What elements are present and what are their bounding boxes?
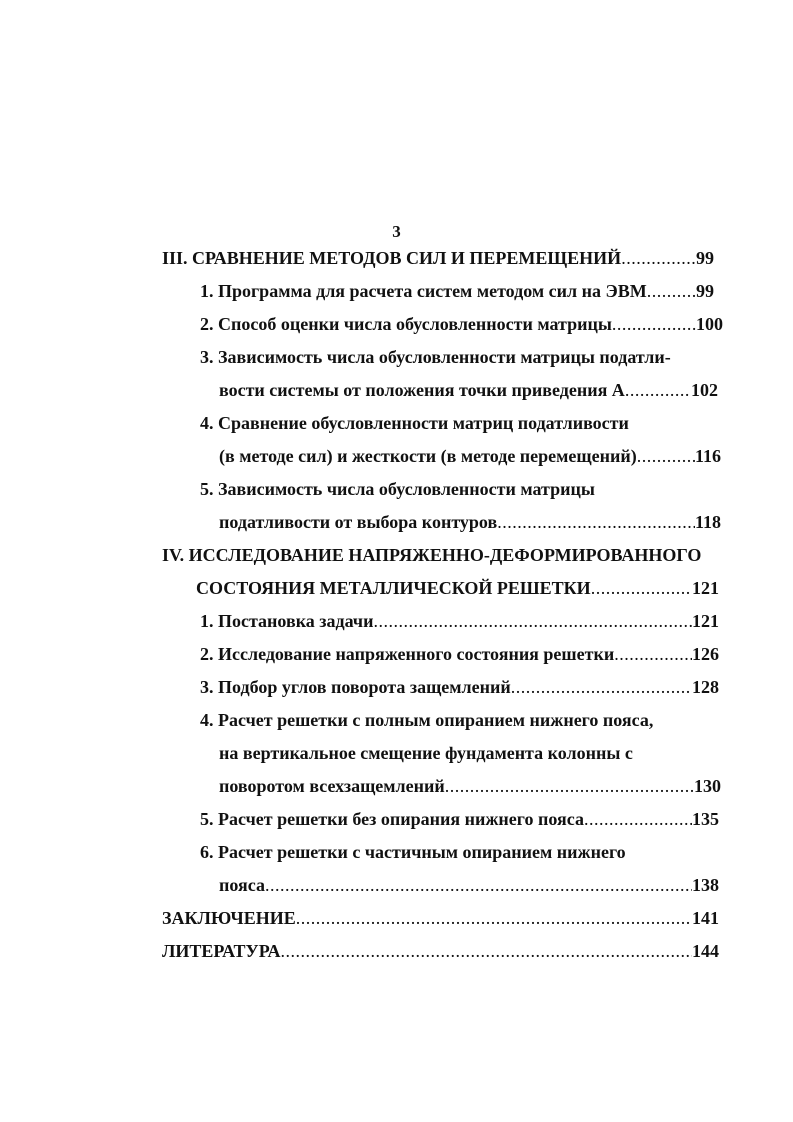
toc-entry-text: 2. Исследование напряженного состояния решетки [200,644,615,664]
toc-entry-text: 3. Подбор углов поворота защемлений [200,677,511,697]
toc-entry-4-6 [219,872,719,898]
toc-entry-4-4-line-1: 4. Расчет решетки с полным опиранием нижнего пояса, [200,710,654,730]
toc-entry-page: 100 [696,314,723,334]
leader-dots [280,938,692,964]
toc-entry-4-6-line-1: 6. Расчет решетки с частичным опиранием нижнего [200,842,626,862]
toc-entry-text: поворотом всехзащемлений [219,776,445,796]
toc-entry-page: 130 [694,776,721,796]
toc-entry-page: 99 [696,248,714,268]
toc-entry-text: вости системы от положения точки приведения А [219,380,625,400]
leader-dots [296,905,692,931]
toc-entry-page: 135 [692,809,719,829]
toc-entry-4-4-line-2: на вертикальное смещение фундамента колонны с [219,743,633,763]
toc-entry-text: 1. Постановка задачи [200,611,374,631]
leader-dots [265,872,692,898]
toc-entry-4-2 [200,641,719,667]
toc-entry-text: III. СРАВНЕНИЕ МЕТОДОВ СИЛ И ПЕРЕМЕЩЕНИЙ [162,248,622,268]
toc-entry-3-2 [200,311,723,337]
leader-dots [591,575,692,601]
leader-dots [511,674,692,700]
toc-entry-page: 116 [694,446,721,466]
toc-entry-3-4 [219,443,721,469]
toc-entry-4-4 [219,773,721,799]
leader-dots [625,377,691,403]
toc-entry-literature [162,938,719,964]
leader-dots [637,443,695,469]
toc-entry-3-5-line-1: 5. Зависимость числа обусловленности матрицы [200,479,595,499]
leader-dots [647,278,696,304]
toc-entry-page: 99 [696,281,714,301]
leader-dots [612,311,696,337]
toc-entry-text: СОСТОЯНИЯ МЕТАЛЛИЧЕСКОЙ РЕШЕТКИ [196,578,591,598]
toc-entry-text: податливости от выбора контуров [219,512,498,532]
toc-entry-3-1 [200,278,714,304]
toc-entry-section-3 [162,245,714,271]
toc-entry-section-4 [196,575,719,601]
toc-entry-text: (в методе сил) и жесткости (в методе перемещений) [219,446,637,466]
toc-entry-page: 128 [692,677,719,697]
toc-entry-page: 126 [692,644,719,664]
toc-entry-4-3 [200,674,719,700]
toc-entry-3-5 [219,509,721,535]
toc-entry-page: 138 [692,875,719,895]
toc-entry-section-4-line-1: IV. ИССЛЕДОВАНИЕ НАПРЯЖЕННО-ДЕФОРМИРОВАННОГО [162,545,702,565]
toc-entry-text: ЛИТЕРАТУРА [162,941,281,961]
leader-dots [373,608,692,634]
toc-entry-4-1 [200,608,719,634]
leader-dots [497,509,695,535]
toc-entry-page: 144 [692,941,719,961]
toc-entry-4-5 [200,806,719,832]
toc-entry-text: 5. Расчет решетки без опирания нижнего пояса [200,809,584,829]
toc-entry-page: 121 [692,611,719,631]
toc-entry-3-4-line-1: 4. Сравнение обусловленности матриц податливости [200,413,629,433]
toc-entry-page: 141 [692,908,719,928]
toc-entry-3-3 [219,377,718,403]
toc-entry-page: 102 [691,380,718,400]
toc-entry-text: ЗАКЛЮЧЕНИЕ [162,908,296,928]
toc-entry-3-3-line-1: 3. Зависимость числа обусловленности матрицы податли- [200,347,671,367]
leader-dots [621,245,696,271]
toc-entry-text: 1. Программа для расчета систем методом сил на ЭВМ [200,281,647,301]
toc-entry-conclusion [162,905,719,931]
leader-dots [614,641,692,667]
toc-entry-text: 2. Способ оценки числа обусловленности матрицы [200,314,612,334]
toc-entry-page: 118 [694,512,721,532]
toc-entry-page: 121 [692,578,719,598]
toc-entry-text: пояса [219,875,265,895]
page-number: 3 [392,222,401,241]
leader-dots [584,806,692,832]
leader-dots [445,773,694,799]
